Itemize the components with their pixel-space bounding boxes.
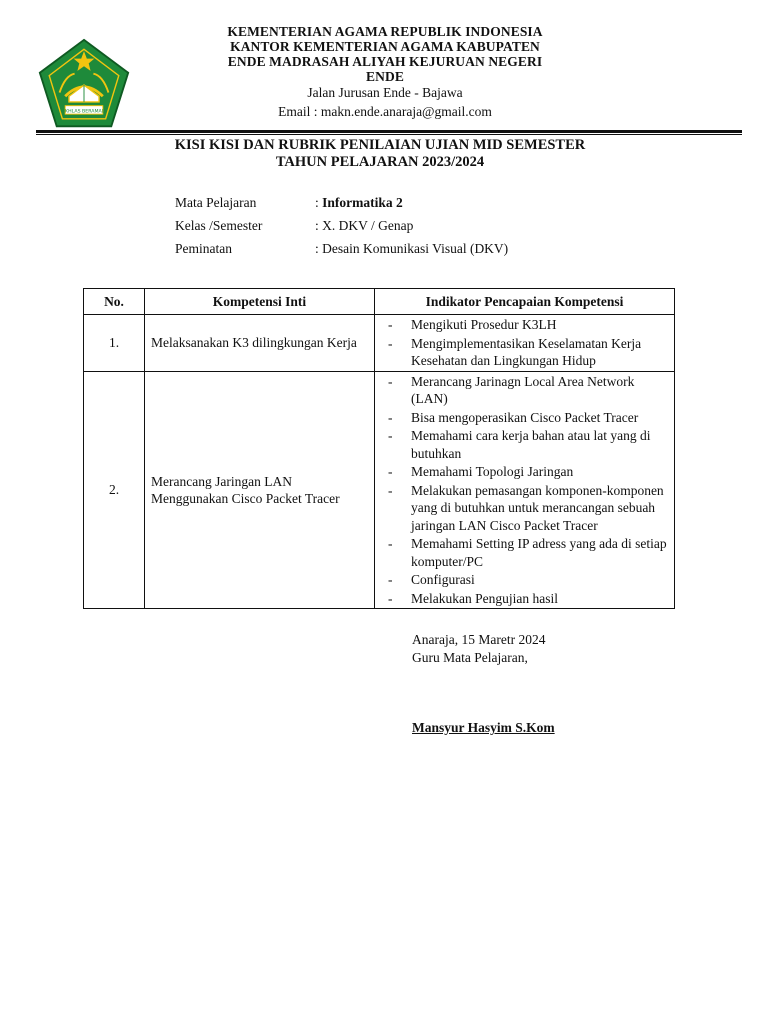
indicator-item: - Melakukan Pengujian hasil <box>385 590 668 608</box>
row-core-competency: Melaksanakan K3 dilingkungan Kerja <box>145 315 375 372</box>
letterhead-line-4: ENDE <box>366 69 404 84</box>
indicator-item: - Configurasi <box>385 571 668 589</box>
document-title <box>110 137 650 171</box>
indicator-item: - Memahami Topologi Jaringan <box>385 463 668 481</box>
meta-separator: : <box>315 195 323 210</box>
meta-value-subject: Informatika 2 <box>322 195 403 210</box>
indicator-item: - Mengikuti Prosedur K3LH <box>385 316 668 334</box>
header-indicators: Indikator Pencapaian Kompetensi <box>375 289 675 315</box>
letterhead <box>200 24 570 121</box>
meta-label: Kelas /Semester <box>175 218 263 233</box>
meta-value-class: X. DKV / Genap <box>322 218 414 233</box>
indicator-item: - Melakukan pemasangan komponen-komponen yang di butuhkan untuk merancangan sebuah jaringan LAN Cisco Packet Tracer <box>385 482 668 535</box>
header-no: No. <box>84 289 145 315</box>
indicator-item: - Mengimplementasikan Keselamatan Kerja Kesehatan dan Lingkungan Hidup <box>385 335 668 370</box>
meta-label: Mata Pelajaran <box>175 195 257 210</box>
letterhead-address: Jalan Jurusan Ende - Bajawa <box>307 85 463 100</box>
competency-table <box>83 288 675 609</box>
table-row <box>84 315 675 372</box>
row-number: 2. <box>84 371 145 609</box>
letterhead-line-3: ENDE MADRASAH ALIYAH KEJURUAN NEGERI <box>227 54 543 69</box>
signer-name: Mansyur Hasyim S.Kom <box>412 720 555 735</box>
logo-banner-text: IKHLAS BERAMAL <box>63 109 105 115</box>
indicator-item: - Merancang Jarinagn Local Area Network (LAN) <box>385 373 668 408</box>
title-line-1: KISI KISI DAN RUBRIK PENILAIAN UJIAN MID SEMESTER <box>174 137 586 153</box>
signature-place-date: Anaraja, 15 Maretr 2024 <box>412 632 546 647</box>
indicator-item: - Memahami cara kerja bahan atau lat yang di butuhkan <box>385 427 668 462</box>
signature-role: Guru Mata Pelajaran, <box>412 650 528 665</box>
title-line-2: TAHUN PELAJARAN 2023/2024 <box>275 154 485 170</box>
table-header-row <box>84 289 675 315</box>
header-core-competency: Kompetensi Inti <box>145 289 375 315</box>
letterhead-line-2: KANTOR KEMENTERIAN AGAMA KABUPATEN <box>230 39 540 54</box>
meta-label: Peminatan <box>175 241 232 256</box>
row-number: 1. <box>84 315 145 372</box>
indicator-item: - Memahami Setting IP adress yang ada di setiap komputer/PC <box>385 535 668 570</box>
row-indicators <box>375 315 675 372</box>
letterhead-divider-thick <box>36 130 742 133</box>
kemenag-emblem-icon <box>37 38 131 132</box>
letterhead-line-1: KEMENTERIAN AGAMA REPUBLIK INDONESIA <box>227 24 543 39</box>
row-core-competency: Merancang Jaringan LAN Menggunakan Cisco Packet Tracer <box>145 371 375 609</box>
row-indicators <box>375 371 675 609</box>
signature-block <box>412 631 545 667</box>
meta-separator: : <box>315 218 323 233</box>
meta-separator: : <box>315 241 323 256</box>
indicator-item: - Bisa mengoperasikan Cisco Packet Tracer <box>385 409 668 427</box>
table-row <box>84 371 675 609</box>
letterhead-email: Email : makn.ende.anaraja@gmail.com <box>278 104 492 119</box>
meta-value-specialization: Desain Komunikasi Visual (DKV) <box>322 241 509 256</box>
letterhead-divider-thin <box>36 134 742 135</box>
